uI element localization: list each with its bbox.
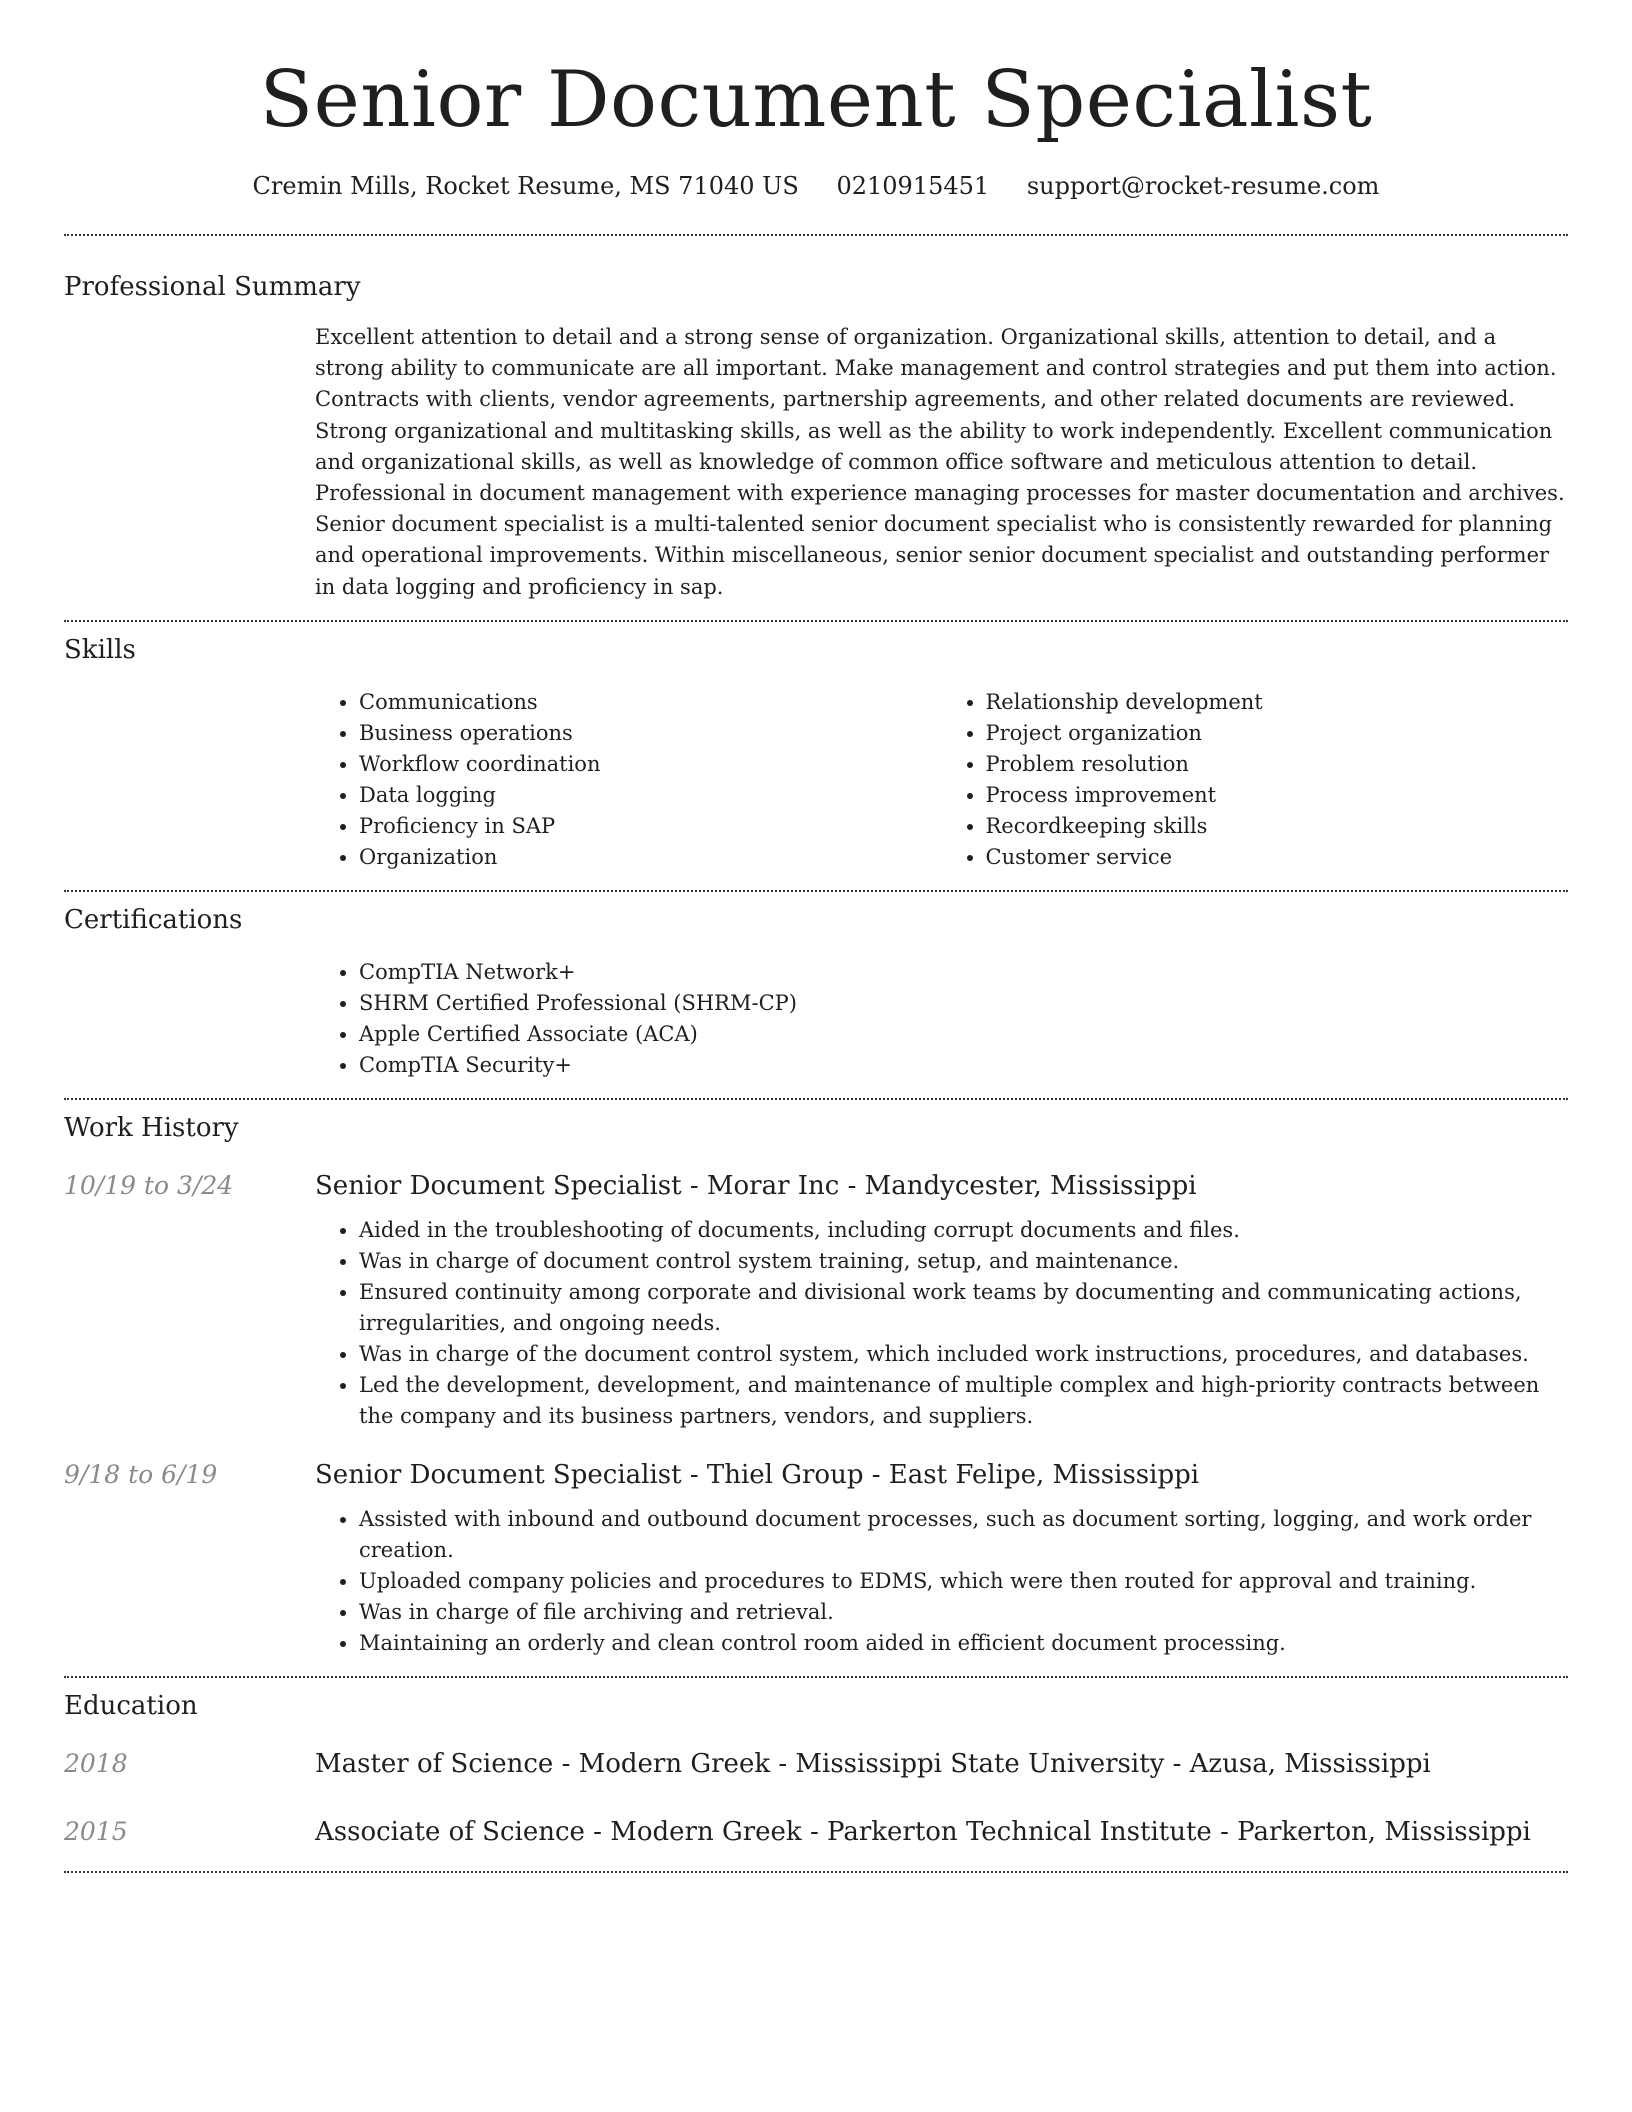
summary-paragraph: Excellent attention to detail and a strong sense of organization. Organizational skills, attention to detail, and a strong ability to communicate are all important. Make management and control strategies and put them into action. Contracts with clients, vendor agreements, partnership agreements, and other related documents are reviewed. Strong organizational and multitasking skills, as well as the ability to work independently. Excellent communication and organizational skills, as well as knowledge of common office software and meticulous attention to detail. Professional in document management with experience managing processes for master documentation and archives. Senior document specialist is a multi-talented senior document specialist who is consistently rewarded for planning and operational improvements. Within miscellaneous, senior senior document specialist and outstanding performer in data logging and proficiency in sap.: [315, 325, 1565, 599]
list-item: • Workflow coordination: [359, 749, 942, 780]
education-date: 2018: [64, 1748, 128, 1778]
skills-list-right: [942, 687, 1569, 873]
section-divider: [64, 1871, 1568, 1873]
skills-content: [315, 687, 1568, 873]
list-item: • Ensured continuity among corporate and divisional work teams by documenting and communicating actions, irregularities, and ongoing needs.: [359, 1277, 1568, 1339]
email-text: support@rocket-resume.com: [1026, 172, 1380, 200]
job-entry: [64, 1169, 1568, 1432]
job-bullets: [315, 1215, 1568, 1432]
list-item: • Recordkeeping skills: [986, 811, 1569, 842]
skills-grid: [315, 687, 1568, 873]
job-date: 9/18 to 6/19: [64, 1459, 218, 1489]
job-entry: [64, 1458, 1568, 1659]
job-heading: Senior Document Specialist - Thiel Group - East Felipe, Mississippi: [315, 1459, 1200, 1490]
work-history-section: [64, 1100, 1568, 1659]
job-bullets: [315, 1504, 1568, 1659]
certifications-section: [64, 892, 1568, 1081]
list-item: • Aided in the troubleshooting of documents, including corrupt documents and files.: [359, 1215, 1568, 1246]
list-item: • Organization: [359, 842, 942, 873]
certifications-list: [315, 957, 1568, 1081]
education-list: [64, 1747, 1568, 1867]
education-heading-text: Associate of Science - Modern Greek - Parkerton Technical Institute - Parkerton, Mississippi: [315, 1816, 1531, 1847]
list-item: • Customer service: [986, 842, 1569, 873]
summary-content: [315, 322, 1568, 603]
list-item: • Uploaded company policies and procedures to EDMS, which were then routed for approval and training.: [359, 1566, 1568, 1597]
work-history-heading: Work History: [64, 1112, 239, 1143]
skills-list-left: [315, 687, 942, 873]
address-text: Cremin Mills, Rocket Resume, MS 71040 US: [252, 172, 799, 200]
list-item: • Process improvement: [986, 780, 1569, 811]
education-section: [64, 1678, 1568, 1867]
resume-header: [64, 0, 1568, 202]
list-item: • Led the development, development, and maintenance of multiple complex and high-priority contracts between the company and its business partners, vendors, and suppliers.: [359, 1370, 1568, 1432]
list-item: • Maintaining an orderly and clean control room aided in efficient document processing.: [359, 1628, 1568, 1659]
job-date: 10/19 to 3/24: [64, 1170, 234, 1200]
list-item: • Project organization: [986, 718, 1569, 749]
education-entry: [64, 1747, 1568, 1815]
list-item: • CompTIA Network+: [359, 957, 1568, 988]
contact-line: [64, 170, 1568, 202]
list-item: • Data logging: [359, 780, 942, 811]
phone-text: 0210915451: [836, 172, 990, 200]
skills-section: [64, 622, 1568, 873]
list-item: • SHRM Certified Professional (SHRM-CP): [359, 988, 1568, 1019]
summary-section: [64, 236, 1568, 603]
job-details: [315, 1504, 1568, 1659]
list-item: • Apple Certified Associate (ACA): [359, 1019, 1568, 1050]
certifications-content: [315, 957, 1568, 1081]
candidate-title: Senior Document Specialist: [259, 55, 1373, 145]
job-details: [315, 1215, 1568, 1432]
list-item: • Relationship development: [986, 687, 1569, 718]
list-item: • Was in charge of file archiving and retrieval.: [359, 1597, 1568, 1628]
list-item: • Was in charge of document control system training, setup, and maintenance.: [359, 1246, 1568, 1277]
list-item: • Communications: [359, 687, 942, 718]
list-item: • Problem resolution: [986, 749, 1569, 780]
skills-heading: Skills: [64, 634, 136, 665]
list-item: • Assisted with inbound and outbound document processes, such as document sorting, logging, and work order creation.: [359, 1504, 1568, 1566]
education-heading: Education: [64, 1690, 198, 1721]
education-entry: [64, 1815, 1568, 1867]
job-heading: Senior Document Specialist - Morar Inc - Mandycester, Mississippi: [315, 1170, 1197, 1201]
list-item: • Proficiency in SAP: [359, 811, 942, 842]
education-date: 2015: [64, 1816, 128, 1846]
list-item: • CompTIA Security+: [359, 1050, 1568, 1081]
education-heading-text: Master of Science - Modern Greek - Mississippi State University - Azusa, Mississippi: [315, 1748, 1431, 1779]
summary-heading: Professional Summary: [64, 272, 361, 302]
certifications-heading: Certifications: [64, 904, 243, 935]
list-item: • Was in charge of the document control system, which included work instructions, procedures, and databases.: [359, 1339, 1568, 1370]
list-item: • Business operations: [359, 718, 942, 749]
